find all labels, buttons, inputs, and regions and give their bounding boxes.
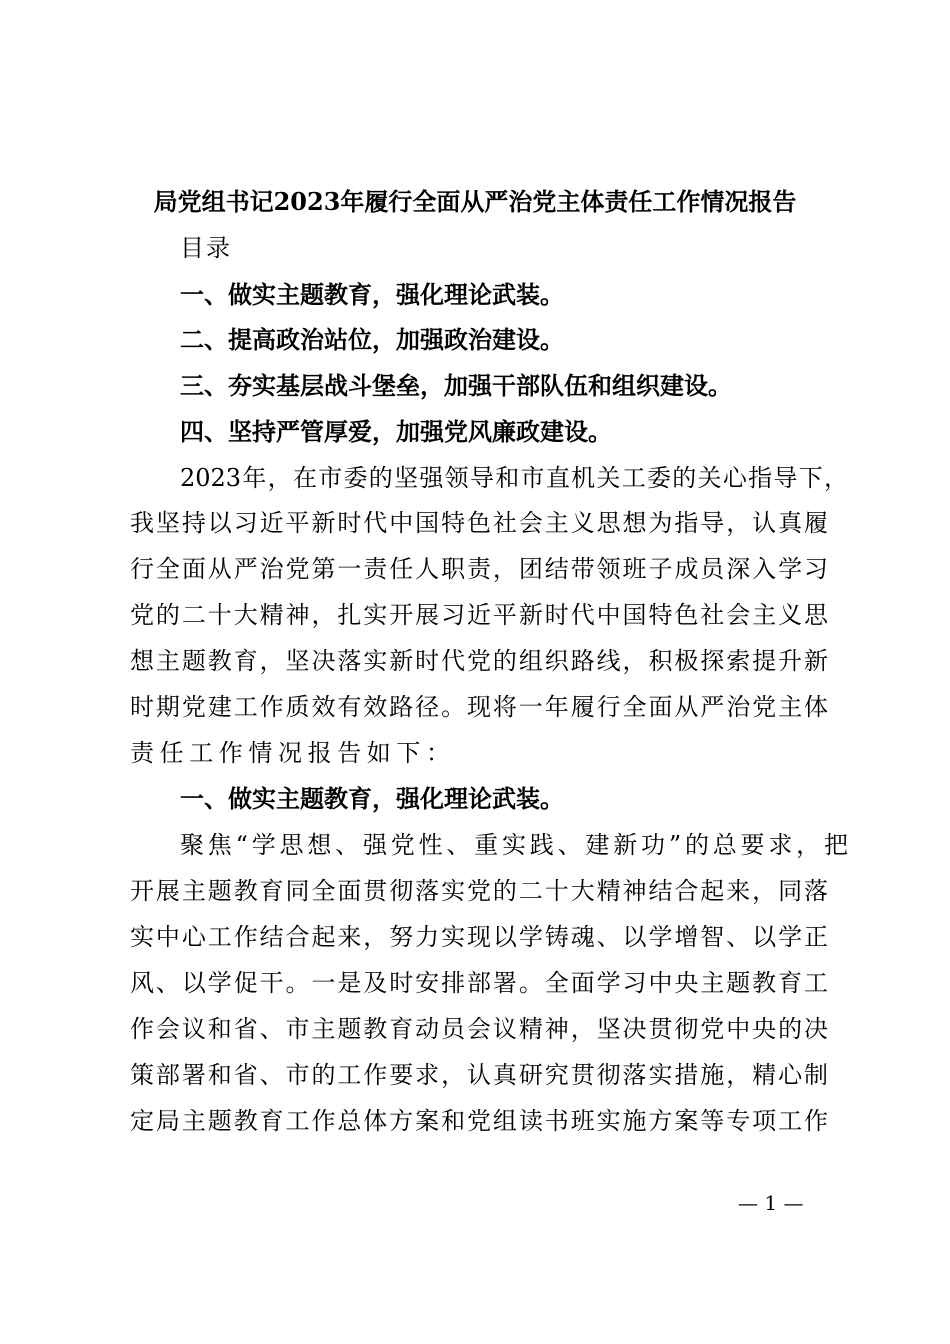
intro-line-2: 我坚持以习近平新时代中国特色社会主义思想为指导，认真履 bbox=[130, 509, 828, 537]
toc-item-1: 一、做实主题教育，强化理论武装。 bbox=[180, 281, 564, 309]
intro-line-1: 2023年，在市委的坚强领导和市直机关工委的关心指导下， bbox=[180, 464, 848, 492]
section1-heading: 一、做实主题教育，强化理论武装。 bbox=[180, 785, 564, 813]
toc-item-3: 三、夯实基层战斗堡垒，加强干部队伍和组织建设。 bbox=[180, 372, 732, 400]
section1-line-4: 风、以学促干。一是及时安排部署。全面学习中央主题教育工 bbox=[130, 969, 828, 997]
section1-line-7: 定局主题教育工作总体方案和党组读书班实施方案等专项工作 bbox=[130, 1107, 828, 1135]
intro-line-5: 想主题教育，坚决落实新时代党的组织路线，积极探索提升新 bbox=[130, 647, 828, 675]
section1-line-1: 聚焦“学思想、强党性、重实践、建新功”的总要求，把 bbox=[180, 831, 848, 859]
section1-line-6: 策部署和省、市的工作要求，认真研究贯彻落实措施，精心制 bbox=[130, 1061, 828, 1089]
toc-item-2: 二、提高政治站位，加强政治建设。 bbox=[180, 326, 564, 354]
toc-label: 目录 bbox=[180, 234, 232, 262]
section1-line-3: 实中心工作结合起来，努力实现以学铸魂、以学增智、以学正 bbox=[130, 923, 828, 951]
section1-line-5: 作会议和省、市主题教育动员会议精神，坚决贯彻党中央的决 bbox=[130, 1015, 828, 1043]
toc-item-4: 四、坚持严管厚爱，加强党风廉政建设。 bbox=[180, 418, 612, 446]
intro-line-4: 党的二十大精神，扎实开展习近平新时代中国特色社会主义思 bbox=[130, 601, 828, 629]
section1-line-2: 开展主题教育同全面贯彻落实党的二十大精神结合起来，同落 bbox=[130, 877, 828, 905]
intro-line-6: 时期党建工作质效有效路径。现将一年履行全面从严治党主体 bbox=[130, 693, 828, 721]
page-number: — 1 — bbox=[738, 1191, 804, 1215]
intro-line-7: 责任工作情况报告如下： bbox=[130, 739, 456, 767]
intro-line-3: 行全面从严治党第一责任人职责，团结带领班子成员深入学习 bbox=[130, 555, 828, 583]
document-title: 局党组书记2023年履行全面从严治党主体责任工作情况报告 bbox=[153, 187, 797, 216]
